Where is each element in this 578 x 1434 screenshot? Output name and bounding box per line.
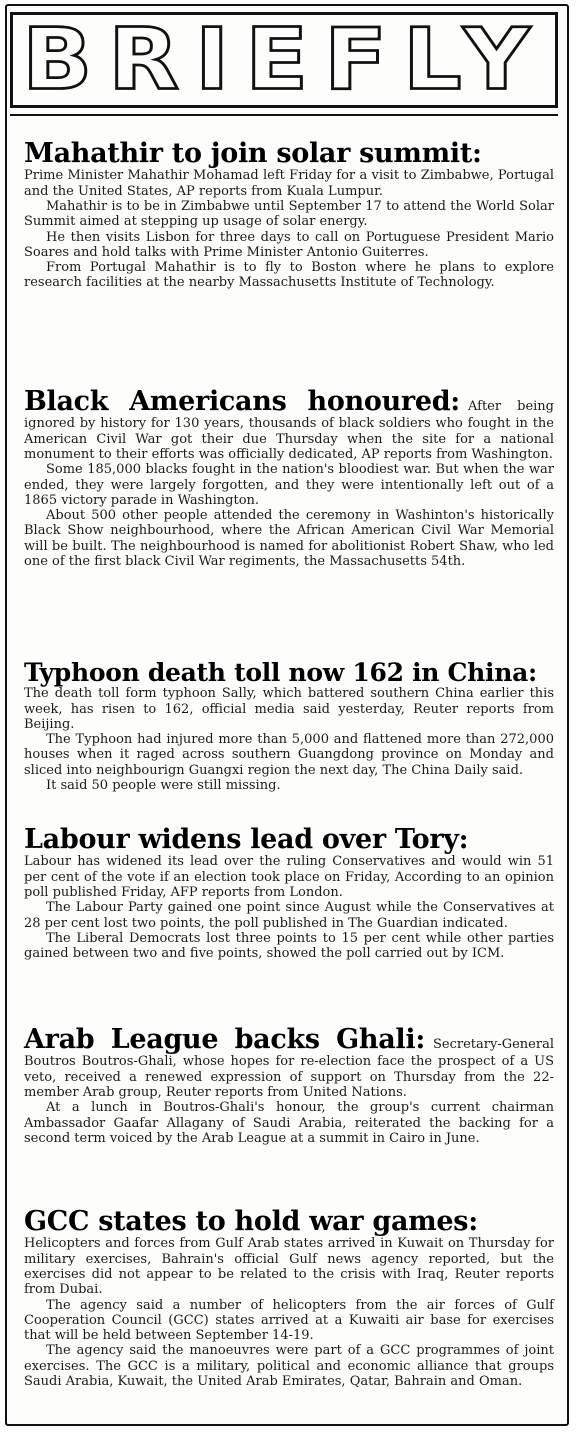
story-headline: Arab League backs Ghali: [24,1024,426,1055]
story-paragraph: The death toll form typhoon Sally, which battered southern China earlier this week, has risen to 162, official media said yesterday, Reuter reports from Beijing. [24,686,554,732]
story-paragraph: Prime Minister Mahathir Mohamad left Friday for a visit to Zimbabwe, Portugal and the United States, AP reports from Kuala Lumpur. [24,168,554,199]
story-labour [24,826,554,961]
story-typhoon [24,660,554,793]
story-paragraph: The Labour Party gained one point since August while the Conservatives at 28 per cent lost two points, the poll published in The Guardian indicated. [24,900,554,931]
story-lead [24,1026,554,1100]
story-lead [24,388,554,462]
story-headline: Typhoon death toll now 162 in China: [24,658,537,687]
masthead-banner [10,12,558,108]
story-arab-league [24,1026,554,1146]
story-paragraph: Labour has widened its lead over the ruling Conservatives and would win 51 per cent of the vote if an election took place on Friday, According to an opinion poll published Friday, AFP reports from London. [24,854,554,900]
story-gcc [24,1208,554,1389]
story-paragraph: It said 50 people were still missing. [46,778,281,794]
story-paragraph: After being ignored by history for 130 years, thousands of black soldiers who fought in the American Civil War got their due Thursday when the site for a national monument to their efforts was officially dedicated, AP reports from Washington. [24,399,554,462]
story-paragraph: From Portugal Mahathir is to fly to Boston where he plans to explore research facilities at the nearby Massachusetts Institute of Technology. [24,260,554,291]
story-mahathir [24,140,554,291]
story-paragraph: Mahathir is to be in Zimbabwe until September 17 to attend the World Solar Summit aimed at stepping up usage of solar energy. [24,198,554,230]
story-paragraph: The agency said the manoeuvres were part of a GCC programmes of joint exercises. The GCC is a military, political and economic alliance that groups Saudi Arabia, Kuwait, the United Arab Emirates, Qatar, Bahrain and Oman. [24,1343,554,1390]
story-headline: Labour widens lead over Tory: [24,824,469,855]
story-headline: Black Americans honoured: [24,386,460,417]
story-paragraph: He then visits Lisbon for three days to call on Portuguese President Mario Soares and hold talks with Prime Minister Antonio Guiterres. [24,229,554,260]
story-paragraph: The agency said a number of helicopters from the air forces of Gulf Cooperation Council (GCC) states arrived at a Kuwaiti air base for exercises that will be held between September 14-19. [24,1297,554,1344]
story-paragraph: At a lunch in Boutros-Ghali's honour, the group's current chairman Ambassador Gaafar Allagany of Saudi Arabia, reiterated the backing for a second term voiced by the Arab League at a summit in Cairo in June. [24,1100,554,1146]
story-paragraph: Secretary-General Boutros Boutros-Ghali, whose hopes for re-election face the prospect of a US veto, received a renewed expression of support on Thursday from the 22-member Arab group, Reuter reports from United Nations. [24,1037,554,1100]
masthead-title: BRIEFLY [22,12,546,108]
story-paragraph: The Liberal Democrats lost three points to 15 per cent while other parties gained between two and five points, showed the poll carried out by ICM. [24,930,554,962]
story-paragraph: The Typhoon had injured more than 5,000 and flattened more than 272,000 houses when it raged across southern Guangdong province on Monday and sliced into neighbourign Guangxi region the next day, The China Daily said. [24,732,554,778]
story-headline: Mahathir to join solar summit: [24,138,482,169]
story-paragraph: Some 185,000 blacks fought in the nation's bloodiest war. But when the war ended, they were largely forgotten, and they were intentionally left out of a 1865 victory parade in Washington. [24,462,554,508]
story-black-americans [24,388,554,569]
story-paragraph: About 500 other people attended the ceremony in Washinton's historically Black Show neighbourhood, where the African American Civil War Memorial will be built. The neighbourhood is named for abolitionist Robert Shaw, who led one of the first black Civil War regiments, the Massachusetts 54th. [24,508,554,570]
story-paragraph: Helicopters and forces from Gulf Arab states arrived in Kuwait on Thursday for military exercises, Bahrain's official Gulf news agency reported, but the exercises did not appear to be related to the crisis with Iraq, Reuter reports from Dubai. [24,1236,554,1298]
masthead-rule [10,114,558,116]
story-headline: GCC states to hold war games: [24,1206,478,1237]
